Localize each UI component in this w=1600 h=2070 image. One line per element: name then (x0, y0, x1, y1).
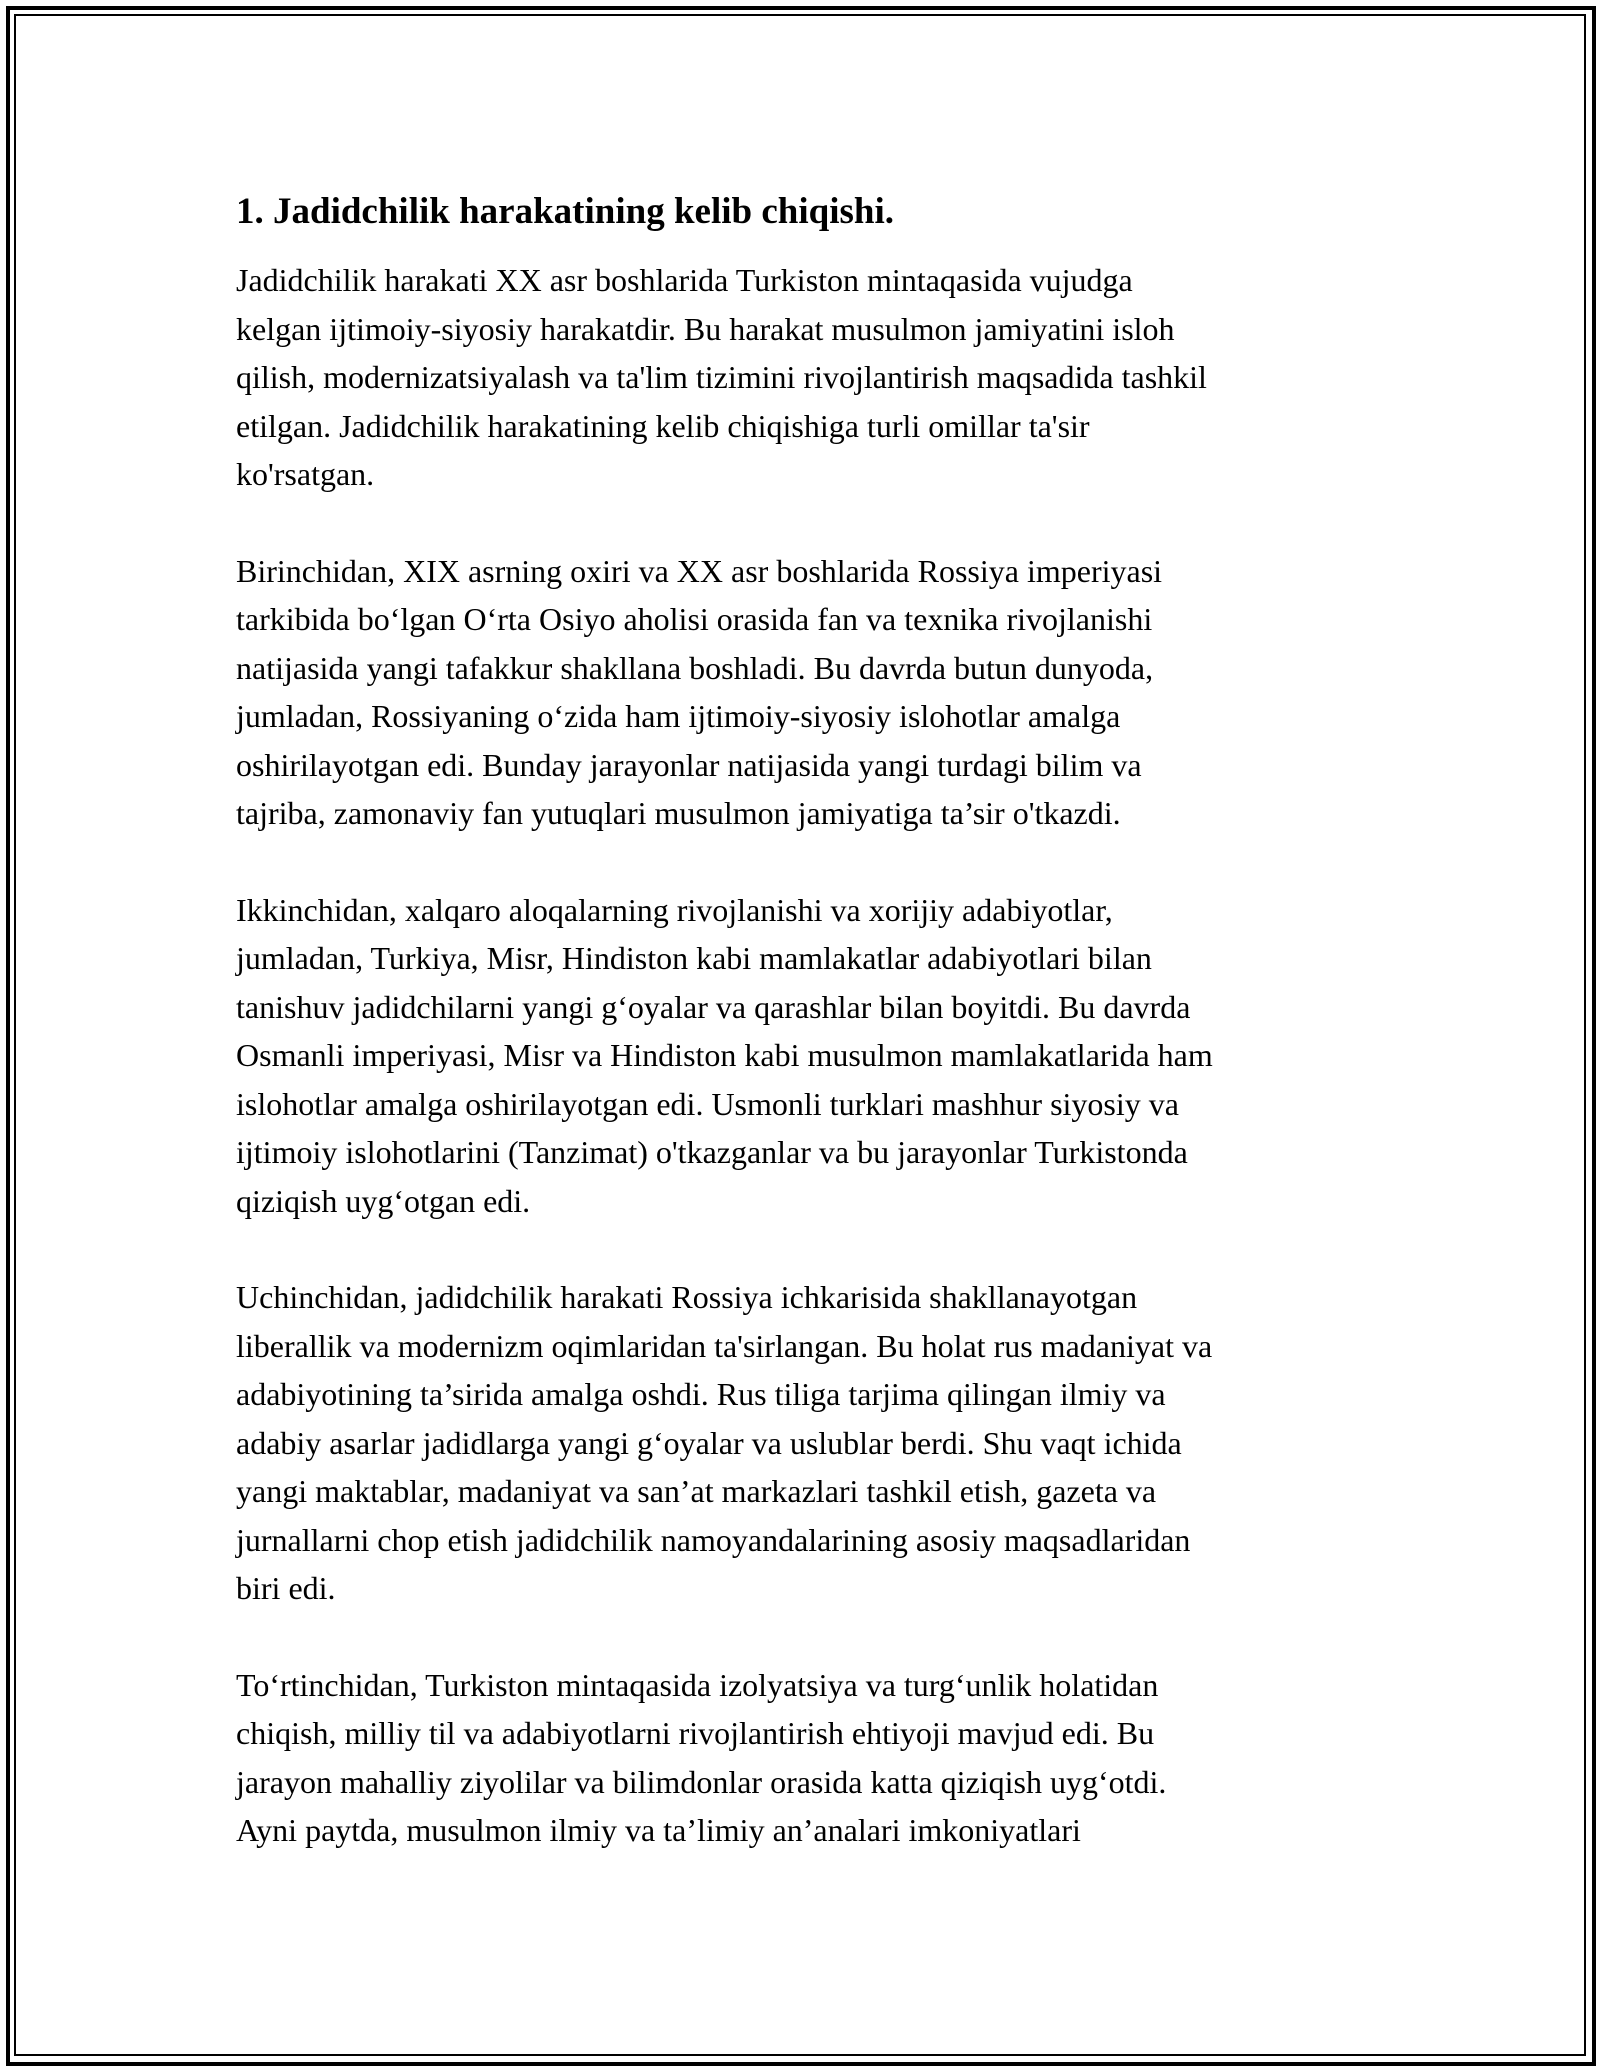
text-line: liberallik va modernizm oqimlaridan ta'sirlangan. Bu holat rus madaniyat va (236, 1327, 1213, 1364)
text-line: tanishuv jadidchilarni yangi g‘oyalar va qarashlar bilan boyitdi. Bu davrda (236, 988, 1191, 1025)
text-line: chiqish, milliy til va adabiyotlarni rivojlantirish ehtiyoji mavjud edi. Bu (236, 1715, 1155, 1751)
paragraph-first-reason (236, 547, 1366, 838)
paragraph-second-reason (236, 886, 1366, 1226)
text-line: adabiyotining ta’sirida amalga oshdi. Rus tiliga tarjima qilingan ilmiy va (236, 1376, 1166, 1412)
text-line: jumladan, Turkiya, Misr, Hindiston kabi mamlakatlar adabiyotlari bilan (236, 940, 1152, 976)
text-line: jumladan, Rossiyaning o‘zida ham ijtimoiy-siyosiy islohotlar amalga (236, 698, 1121, 734)
text-line: islohotlar amalga oshirilayotgan edi. Usmonli turklari mashhur siyosiy va (236, 1085, 1179, 1122)
paragraph-fourth-reason (236, 1661, 1366, 1855)
paragraph-third-reason (236, 1273, 1366, 1613)
text-line: etilgan. Jadidchilik harakatining kelib chiqishiga turli omillar ta'sir (236, 407, 1090, 444)
text-line: yangi maktablar, madaniyat va san’at markazlari tashkil etish, gazeta va (236, 1473, 1157, 1509)
text-line: qiziqish uyg‘otgan edi. (236, 1182, 531, 1219)
text-line: To‘rtinchidan, Turkiston mintaqasida izolyatsiya va turg‘unlik holatidan (236, 1666, 1159, 1703)
text-line: kelgan ijtimoiy-siyosiy harakatdir. Bu harakat musulmon jamiyatini isloh (236, 310, 1175, 347)
text-line: tarkibida bo‘lgan O‘rta Osiyo aholisi orasida fan va texnika rivojlanishi (236, 601, 1153, 637)
text-line: Ikkinchidan, xalqaro aloqalarning rivojlanishi va xorijiy adabiyotlar, (236, 891, 1113, 928)
paragraph-intro (236, 256, 1366, 499)
text-line: Osmanli imperiyasi, Misr va Hindiston kabi musulmon mamlakatlarida ham (236, 1037, 1213, 1073)
text-line: adabiy asarlar jadidlarga yangi g‘oyalar va uslublar berdi. Shu vaqt ichida (236, 1424, 1182, 1461)
section-heading: 1. Jadidchilik harakatining kelib chiqishi. (236, 191, 894, 232)
text-line: jarayon mahalliy ziyolilar va bilimdonlar orasida katta qiziqish uyg‘otdi. (236, 1763, 1167, 1800)
text-line: Jadidchilik harakati XX asr boshlarida Turkiston mintaqasida vujudga (236, 262, 1133, 298)
text-line: qilish, modernizatsiyalash va ta'lim tizimini rivojlantirish maqsadida tashkil (236, 359, 1207, 395)
text-line: tajriba, zamonaviy fan yutuqlari musulmon jamiyatiga ta’sir o'tkazdi. (236, 795, 1121, 831)
text-line: Ayni paytda, musulmon ilmiy va ta’limiy an’analari imkoniyatlari (236, 1812, 1081, 1848)
document-body (236, 188, 1366, 1903)
text-line: ijtimoiy islohotlarini (Tanzimat) o'tkazganlar va bu jarayonlar Turkistonda (236, 1134, 1188, 1170)
text-line: biri edi. (236, 1570, 336, 1606)
text-line: Uchinchidan, jadidchilik harakati Rossiya ichkarisida shakllanayotgan (236, 1279, 1138, 1315)
text-line: natijasida yangi tafakkur shakllana boshladi. Bu davrda butun dunyoda, (236, 649, 1154, 686)
text-line: ko'rsatgan. (236, 456, 375, 492)
text-line: Birinchidan, XIX asrning oxiri va XX asr boshlarida Rossiya imperiyasi (236, 552, 1163, 589)
text-line: jurnallarni chop etish jadidchilik namoyandalarining asosiy maqsadlaridan (236, 1521, 1191, 1558)
text-line: oshirilayotgan edi. Bunday jarayonlar natijasida yangi turdagi bilim va (236, 746, 1142, 783)
